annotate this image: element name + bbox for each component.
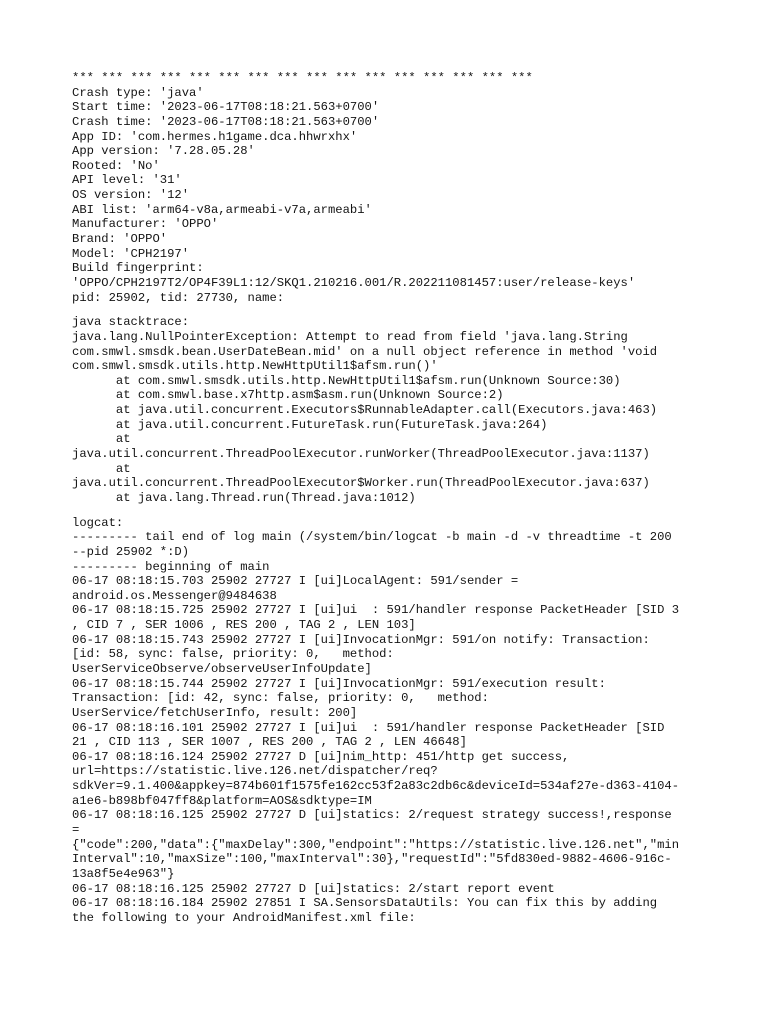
log-line: java.lang.NullPointerException: Attempt to read from field 'java.lang.String: [72, 329, 628, 344]
log-line: --------- beginning of main: [72, 559, 270, 574]
log-line: Build fingerprint:: [72, 261, 204, 276]
blank-line: [72, 305, 712, 315]
log-line: the following to your AndroidManifest.xml file:: [72, 910, 416, 925]
log-line: 06-17 08:18:16.101 25902 27727 I [ui]ui : 591/handler response PacketHeader [SID: [72, 720, 665, 735]
log-line: at java.util.concurrent.FutureTask.run(FutureTask.java:264): [72, 417, 548, 432]
log-line: API level: '31': [72, 173, 182, 188]
log-line: 06-17 08:18:16.125 25902 27727 D [ui]statics: 2/start report event: [72, 881, 555, 896]
log-line: Transaction: [id: 42, sync: false, priority: 0, method:: [72, 691, 489, 706]
log-line: Interval":10,"maxSize":100,"maxInterval":30},"requestId":"5fd830ed-9882-4606-916c-: [72, 852, 672, 867]
log-line: android.os.Messenger@9484638: [72, 588, 277, 603]
log-line: 06-17 08:18:15.703 25902 27727 I [ui]LocalAgent: 591/sender =: [72, 574, 519, 589]
log-line: java stacktrace:: [72, 315, 190, 330]
log-line: UserServiceObserve/observeUserInfoUpdate]: [72, 661, 372, 676]
log-line: *** *** *** *** *** *** *** *** *** *** *** *** *** *** *** ***: [72, 71, 533, 85]
log-line: at com.smwl.base.x7http.asm$asm.run(Unknown Source:2): [72, 388, 504, 403]
log-line: Start time: '2023-06-17T08:18:21.563+0700': [72, 100, 380, 115]
log-line: at: [72, 432, 131, 447]
log-line: sdkVer=9.1.400&appkey=874b601f1575fe162cc53f2a83c2db6c&deviceId=534af27e-d363-4104-: [72, 779, 680, 794]
log-line: 21 , CID 113 , SER 1007 , RES 200 , TAG 2 , LEN 46648]: [72, 735, 467, 750]
log-line: UserService/fetchUserInfo, result: 200]: [72, 705, 358, 720]
log-line: java.util.concurrent.ThreadPoolExecutor$Worker.run(ThreadPoolExecutor.java:637): [72, 476, 650, 491]
log-line: at java.util.concurrent.Executors$RunnableAdapter.call(Executors.java:463): [72, 403, 658, 418]
crash-log-document: [72, 71, 712, 926]
log-line: Model: 'CPH2197': [72, 246, 190, 261]
log-line: at com.smwl.smsdk.utils.http.NewHttpUtil1$afsm.run(Unknown Source:30): [72, 373, 621, 388]
log-line: Rooted: 'No': [72, 158, 160, 173]
log-line: Manufacturer: 'OPPO': [72, 217, 219, 232]
log-line: App version: '7.28.05.28': [72, 144, 255, 159]
log-line: at: [72, 461, 131, 476]
log-line: 13a8f5e4e963"}: [72, 866, 175, 881]
log-line: pid: 25902, tid: 27730, name:: [72, 290, 285, 305]
log-line: OS version: '12': [72, 188, 190, 203]
log-line: 06-17 08:18:15.725 25902 27727 I [ui]ui : 591/handler response PacketHeader [SID 3: [72, 603, 680, 618]
blank-line: [72, 506, 712, 516]
log-line: 06-17 08:18:16.184 25902 27851 I SA.SensorsDataUtils: You can fix this by adding: [72, 896, 658, 911]
log-line: --------- tail end of log main (/system/bin/logcat -b main -d -v threadtime -t 200: [72, 530, 672, 545]
log-line: , CID 7 , SER 1006 , RES 200 , TAG 2 , LEN 103]: [72, 618, 416, 633]
log-line: url=https://statistic.live.126.net/dispatcher/req?: [72, 764, 438, 779]
log-line: --pid 25902 *:D): [72, 544, 190, 559]
log-line: 06-17 08:18:16.124 25902 27727 D [ui]nim_http: 451/http get success,: [72, 749, 570, 764]
log-line: a1e6-b898bf047ff8&platform=AOS&sdktype=IM: [72, 793, 372, 808]
log-line: ABI list: 'arm64-v8a,armeabi-v7a,armeabi': [72, 202, 372, 217]
log-line: =: [72, 823, 80, 838]
log-line: 'OPPO/CPH2197T2/OP4F39L1:12/SKQ1.210216.001/R.202211081457:user/release-keys': [72, 275, 636, 290]
log-line: Crash time: '2023-06-17T08:18:21.563+0700': [72, 114, 380, 129]
log-line: Brand: 'OPPO': [72, 232, 168, 247]
log-line: com.smwl.smsdk.utils.http.NewHttpUtil1$afsm.run()': [72, 359, 438, 374]
log-line: {"code":200,"data":{"maxDelay":300,"endpoint":"https://statistic.live.126.net","min: [72, 837, 680, 852]
log-line: java.util.concurrent.ThreadPoolExecutor.runWorker(ThreadPoolExecutor.java:1137): [72, 447, 650, 462]
log-line: [id: 58, sync: false, priority: 0, method:: [72, 647, 394, 662]
log-line: at java.lang.Thread.run(Thread.java:1012): [72, 490, 416, 505]
log-line: 06-17 08:18:15.743 25902 27727 I [ui]InvocationMgr: 591/on notify: Transaction:: [72, 632, 650, 647]
log-line: com.smwl.smsdk.bean.UserDateBean.mid' on a null object reference in method 'void: [72, 344, 658, 359]
log-line: Crash type: 'java': [72, 85, 204, 100]
log-line: App ID: 'com.hermes.h1game.dca.hhwrxhx': [72, 129, 358, 144]
log-line: 06-17 08:18:15.744 25902 27727 I [ui]InvocationMgr: 591/execution result:: [72, 676, 606, 691]
log-line: 06-17 08:18:16.125 25902 27727 D [ui]statics: 2/request strategy success!,response: [72, 808, 672, 823]
log-line: logcat:: [72, 515, 124, 530]
